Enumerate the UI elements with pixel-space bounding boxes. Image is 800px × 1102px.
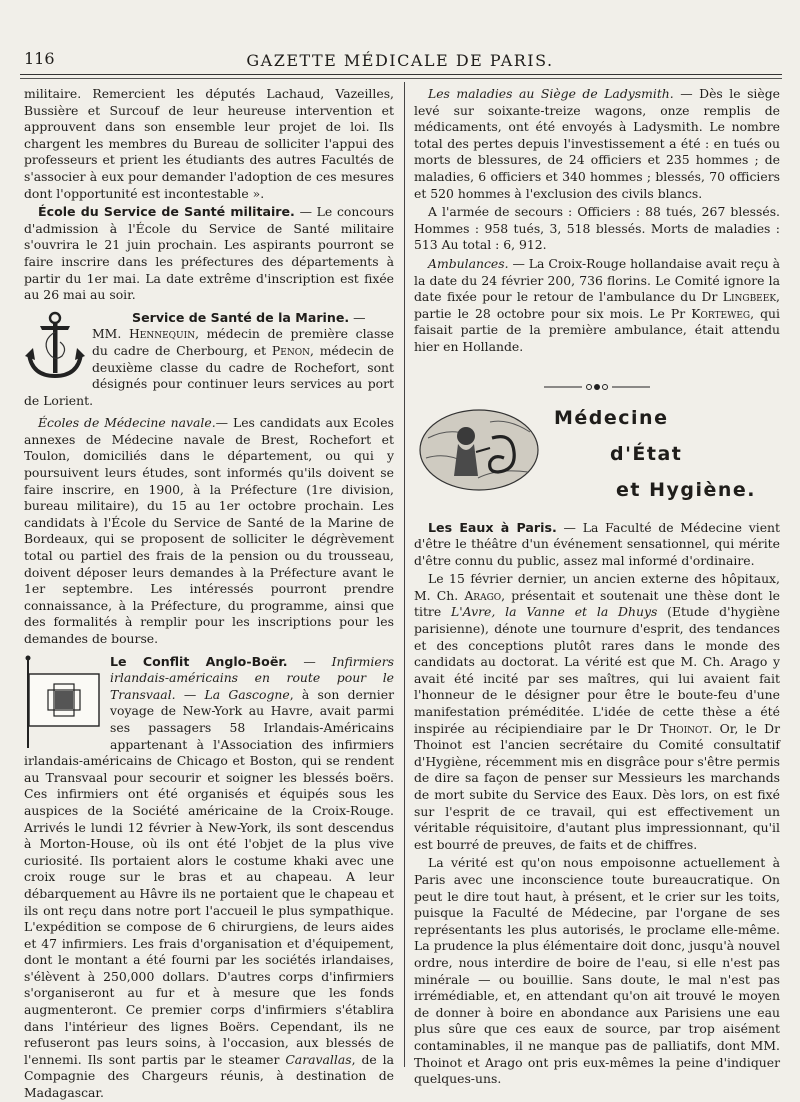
marine-text-1: , médecin de première classe du cadre de Cherbourg, et [92,326,394,358]
column-divider [404,82,405,1067]
korteweg-name: Korteweg [691,305,751,321]
marine-dash: — [349,309,366,325]
ecole-text: — Le concours d'admission à l'École du Service de Santé militaire s'ouvrira le 21 juin prochain. Les aspirants pourront se faire inscrire dans les préfectures des départements à partir du 1er mai. La date extrême d'inscription est fixée au 26 mai au soir. [24,204,394,303]
lingbeek-name: Lingbeek [722,289,777,305]
thoinot-name: Thoinot [660,720,709,736]
ladysmith-paragraph [414,86,780,202]
these-title: L'Avre, la Vanne et la Dhuys [451,604,658,620]
header-rule-thin [20,78,782,79]
ornament-divider-icon [542,382,652,392]
ladysmith-text: — Dès le siège levé sur soixante-treize wagons, onze remplis de médicaments, ont été envoyés à Ladysmith. Le nombre total des pertes depuis l'investissement a été : en tués ou morts de blessures, de 24 officiers et 235 hommes ; de maladies, 6 officiers et 340 hommes ; blessés, 70 officiers et 520 hommes à l'exclusion des civils blancs. [414,86,780,201]
intro-paragraph: militaire. Remercient les députés Lachaud, Vazeilles, Bussière et Surcouf de leur heureuse intervention et approuvent dans son ensemble leur projet de loi. Ils chargent les membres du Bureau de solliciter l'appui des professeurs et prient les étudiants des autres Facultés de s'associer à eux pour demander l'adoption de ces mesures dont l'opportunité est incontestable ». [24,86,394,201]
journal-title: GAZETTE MÉDICALE DE PARIS. [246,51,554,70]
ladysmith-title: Les maladies au Siège de Ladysmith. [428,86,674,101]
eaux-title: Les Eaux à Paris. [428,519,557,535]
caravallas-name: Caravallas [285,1051,352,1067]
conflit-text-2: , à son dernier voyage de New-York au Havre, avait parmi ses passagers 58 Irlandais-Américains appartenant à l'Association des infirmiers irlandais-américains de Chicago et Boston, qui se rendent au Transvaal pour secourir et soigner les blessés boërs. Ces infirmiers ont été organisés et équipés sous les auspices de la Société américaine de la Croix-Rouge. Arrivés le lundi 12 février à New-York, ils sont descendus à Morton-House, où ils ont été l'objet de la plus vive curiosité. Ils portaient alors le costume khaki avec une croix rouge sur le bras et au chapeau. A leur débarquement au Hâvre ils ne portaient que le chapeau et ils ont reçu dans notre port l'accueil le plus sympathique. L'expédition se compose de 6 chirurgiens, de leurs aides et 47 infirmiers. Les frais d'organisation et d'équipement, dont le montant a été fourni par les sociétés irlandaises, s'élèvent à 250,000 dollars. D'autres corps d'infirmiers s'organiseront au fur et à mesure que les fonds augmenteront. Ce premier corps d'infirmiers s'établira dans l'intérieur des lignes Boërs. Cependant, ils ne refuseront pas leurs soins, à l'occasion, aux blessés de l'ennemi. Ils sont partis par le steamer [24,686,394,1067]
these-text-4: . Or, le Dr Thoinot est l'ancien secrétaire du Comité consultatif d'Hygiène, récemment mis en disgrâce pour s'être permis de dire sa façon de penser sur Messieurs les marchands de mort subite du Service des Eaux. Dès lors, on est fixé sur l'esprit de ce travail, qui est effectivement un véritable réquisitoire, d'autant plus impressionnant, qu'il est bourré de preuves, de faits et de chiffres. [414,720,780,852]
red-cross-flag-icon [24,654,104,750]
these-paragraph [414,571,780,853]
header-rule [20,74,782,75]
arago-name: Arago [464,587,502,603]
conflit-text-3: , de la Compagnie des Chargeurs réunis, à destination de Madagascar. [24,1051,394,1101]
ambulances-paragraph [414,256,780,356]
these-text-1: Le 15 février dernier, un ancien externe des hôpitaux, M. Ch. [414,571,780,603]
gascogne-name: La Gascogne [204,686,290,702]
right-column [414,86,780,1088]
conflit-text-1: — [175,686,205,702]
these-text-3: (Etude d'hygiène parisienne), dénote une tournure d'esprit, des tendances et des conceptions plutôt rares dans le monde des candidats au doctorat. La vérité est que M. Ch. Arago y avait été incité par ses maîtres, qui lui avaient fait l'honneur de le désigner pour être le boute-feu d'une manifestation préméditée. L'idée de cette thèse a été inspirée au récipiendiaire par le Dr [414,604,780,736]
page-number: 116 [24,49,55,68]
engraving-illustration-icon [418,408,540,492]
ecole-paragraph [24,204,394,304]
ecoles-paragraph [24,415,394,647]
banner-hygiene: et Hygiène. [616,478,756,501]
section-banner [414,398,780,510]
eaux-text: — La Faculté de Médecine vient d'être le théâtre d'un événement sensationnel, qui mérite d'être connu du public, assez mal informé d'ordinaire. [414,519,780,568]
verite-paragraph: La vérité est qu'on nous empoisonne actuellement à Paris avec une inconscience toute bureaucratique. On peut le dire tout haut, à présent, et le crier sur les toits, puisque la Faculté de Médecine, par l'organe de ses représentants les plus autorisés, le proclame elle-même. La prudence la plus élémentaire doit donc, jusqu'à nouvel ordre, nous interdire de boire de l'eau, si elle n'est pas minérale — ou bouillie. Sans doute, le mal n'est pas irrémédiable, et, en attendant qu'on ait trouvé le moyen de donner à boire en abondance aux Parisiens une eau plus sûre que ces eaux de source, par trop aisément contaminables, il ne manque pas de palliatifs, dont MM. Thoinot et Arago ont pris eux-mêmes la peine d'indiquer quelques-uns. [414,855,780,1087]
banner-medecine: Médecine [554,406,669,429]
left-column [24,86,394,1102]
eaux-paragraph [414,520,780,570]
hennequin-name: Hennequin [128,326,196,342]
conflit-paragraph [24,654,394,1102]
conflit-title: Le Conflit Anglo-Boër. [110,653,288,669]
ambulances-text-2: , partie le 28 octobre pour six mois. Le Pr [414,289,780,321]
ecoles-text: — Les candidats aux Ecoles annexes de Médecine navale de Brest, Rochefort et Toulon, domiciliés dans le département, ou qui y poursuivent leurs études, sont informés qu'ils doivent se faire inscrire, en 1900, à la Préfecture (1re division, bureau militaire), du 15 au 1er octobre prochain. Les candidats à l'École du Service de Santé de la Marine de Bordeaux, qui se proposent de solliciter le dégrèvement total ou partiel des frais de la pension ou du trousseau, doivent déposer leurs demandes à la Préfecture avant le 1er septembre. Les intéressés pourront prendre connaissance, à la Préfecture, du programme, ainsi que des formalités à remplir pour les inscriptions pour les demandes de bourse. [24,415,394,646]
ecole-title: École du Service de Santé militaire. [38,204,295,220]
marine-title: Service de Santé de la Marine. [132,309,350,325]
conflit-subtitle: — Infirmiers irlandais-américains en route pour le Transvaal. [110,653,394,702]
these-text-2: , présentait et soutenait une thèse dont le titre [414,587,780,620]
marine-text-2: , médecin de deuxième classe du cadre de Rochefort, sont désignés pour continuer leurs services au port de Lorient. [24,342,395,408]
marine-paragraph [24,310,394,410]
anchor-icon [24,310,86,384]
marine-mm: MM. [92,326,129,342]
ecoles-title: Écoles de Médecine navale. [38,415,216,431]
ambulances-text-3: , qui faisait partie de la première ambulance, était attendu hier en Hollande. [414,305,780,354]
penon-name: Penon [271,342,310,358]
armee-paragraph: A l'armée de secours : Officiers : 88 tués, 267 blessés. Hommes : 958 tués, 3, 518 blessés. Morts de maladies : 513 Au total : 6, 912. [414,204,780,253]
ambulances-text-1: — La Croix-Rouge hollandaise avait reçu à la date du 24 février 200, 736 florins. Le Comité ignore la date fixée pour le retour de l'ambulance du Dr [414,255,780,305]
ambulances-title: Ambulances. [428,255,509,271]
banner-etat: d'État [610,442,683,465]
